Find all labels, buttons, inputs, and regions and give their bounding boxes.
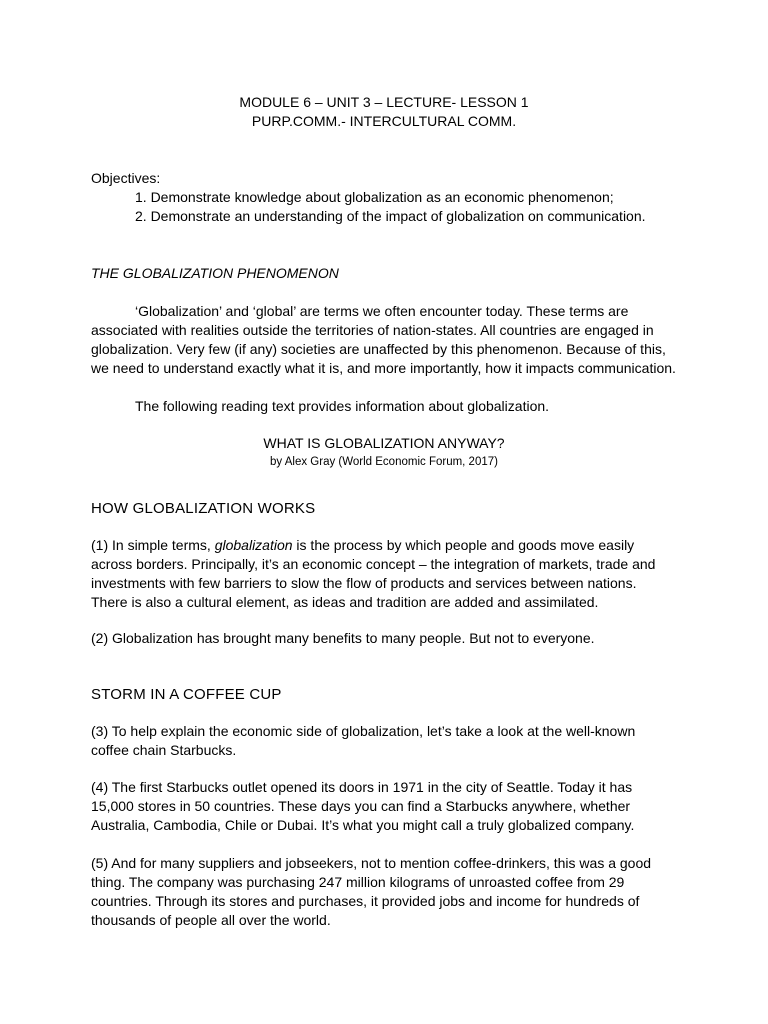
module-header-line2: PURP.COMM.- INTERCULTURAL COMM. [251, 113, 517, 129]
module-header-line1: MODULE 6 – UNIT 3 – LECTURE- LESSON 1 [239, 94, 529, 110]
objectives-label: Objectives: [91, 170, 161, 186]
phenomenon-paragraph-2: The following reading text provides information about globalization. [135, 398, 550, 414]
section-title-phenomenon: THE GLOBALIZATION PHENOMENON [91, 265, 339, 281]
how-paragraph-1-prefix: (1) In simple terms, [91, 537, 215, 553]
phenomenon-paragraph-1: ‘Globalization’ and ‘global’ are terms we often encounter today. These terms are associated with realities outside the territories of nation-states. All countries are engaged in globalization. Very few (if any) societies are unaffected by this phenomenon. Because of this, we need to understand exactly what it is, and more importantly, how it impacts communication. [91, 303, 676, 376]
objective-item-2: 2. Demonstrate an understanding of the impact of globalization on communication. [135, 208, 646, 224]
objective-item-1: 1. Demonstrate knowledge about globalization as an economic phenomenon; [135, 189, 614, 205]
how-paragraph-1-term: globalization [214, 537, 293, 553]
reading-title: WHAT IS GLOBALIZATION ANYWAY? [263, 435, 505, 451]
how-paragraph-1-rest: is the process by which people and goods move easily across borders. Principally, it’s an economic concept – the integration of markets, trade and investments with few barriers to slow the flow of products and services between nations. There is also a cultural element, as ideas and tradition are added and assimilated. [91, 537, 656, 610]
storm-paragraph-5: (5) And for many suppliers and jobseekers, not to mention coffee-drinkers, this was a good thing. The company was purchasing 247 million kilograms of unroasted coffee from 29 countries. Through its stores and purchases, it provided jobs and income for hundreds of thousands of people all over the world. [91, 855, 652, 928]
section-title-storm: STORM IN A COFFEE CUP [91, 686, 282, 703]
storm-paragraph-3: (3) To help explain the economic side of globalization, let’s take a look at the well-known coffee chain Starbucks. [91, 723, 636, 758]
how-paragraph-2: (2) Globalization has brought many benefits to many people. But not to everyone. [91, 630, 595, 646]
section-title-how: HOW GLOBALIZATION WORKS [91, 500, 316, 517]
how-paragraph-1 [91, 536, 676, 612]
storm-paragraph-4: (4) The first Starbucks outlet opened its doors in 1971 in the city of Seattle. Today it has 15,000 stores in 50 countries. These days you can find a Starbucks anywhere, whether Australia, Cambodia, Chile or Dubai. It’s what you might call a truly globalized company. [91, 779, 635, 833]
reading-byline: by Alex Gray (World Economic Forum, 2017) [270, 456, 498, 468]
